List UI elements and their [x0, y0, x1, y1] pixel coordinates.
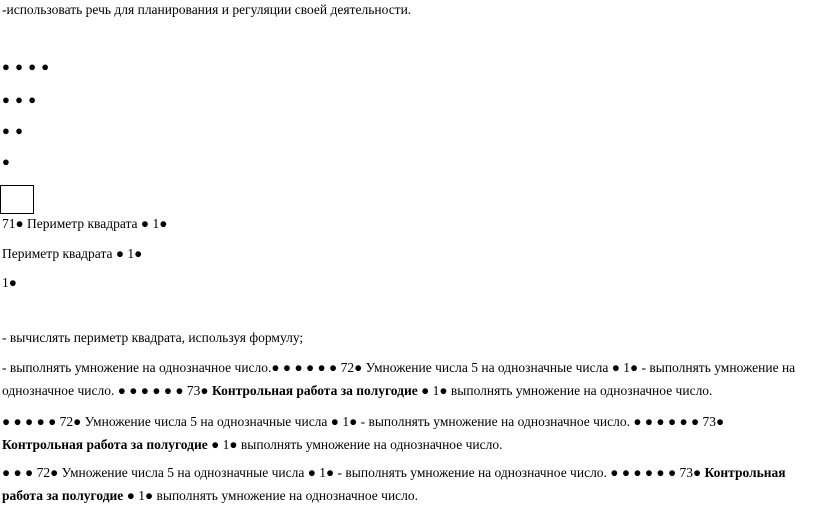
paragraph-2-text-a: ● ● ● ● ● 72● Умножение числа 5 на однозначные числа ● 1● - выполнять умножение на однозначное число. ● ● ● ● ● ● 73● [2, 414, 725, 429]
paragraph-1-bold: Контрольная работа за полугодие [211, 383, 418, 398]
paragraph-3-bold: Контрольная работа за полугодие [2, 465, 786, 503]
bullet-row-1: ● [2, 154, 11, 169]
paragraph-2-text-b: ● 1● выполнять умножение на однозначное число. [207, 437, 503, 452]
paragraph-3-text-a: ● ● ● 72● Умножение числа 5 на однозначные числа ● 1● - выполнять умножение на однозначное число. ● ● ● ● ● ● 73● [2, 465, 705, 480]
bullet-row-4: ● ● ● ● [2, 59, 51, 74]
header-line: -использовать речь для планирования и регуляции своей деятельности. [2, 2, 412, 17]
paragraph-1-text-b: ● 1● выполнять умножение на однозначное число. [417, 383, 713, 398]
paragraph-3 [2, 461, 808, 507]
paragraph-2-bold: Контрольная работа за полугодие [2, 437, 208, 452]
paragraph-1-text-a: - выполнять умножение на однозначное число.● ● ● ● ● ● 72● Умножение числа 5 на однозначные числа ● 1● - выполнять умножение на однозначное число. ● ● ● ● ● ● 73● [2, 360, 796, 398]
perimeter-line: Периметр квадрата ● 1● [2, 246, 143, 261]
hours-line: 1● [2, 275, 17, 290]
empty-table-cell [0, 185, 34, 214]
paragraph-2 [2, 410, 808, 456]
lesson-71-line: 71● Периметр квадрата ● 1● [2, 216, 168, 231]
paragraph-3-text-b: ● 1● выполнять умножение на однозначное число. [123, 488, 419, 503]
bullet-row-3: ● ● ● [2, 92, 38, 107]
perimeter-formula-line: - вычислять периметр квадрата, используя формулу; [2, 330, 304, 345]
bullet-row-2: ● ● [2, 123, 24, 138]
paragraph-1 [2, 356, 808, 402]
